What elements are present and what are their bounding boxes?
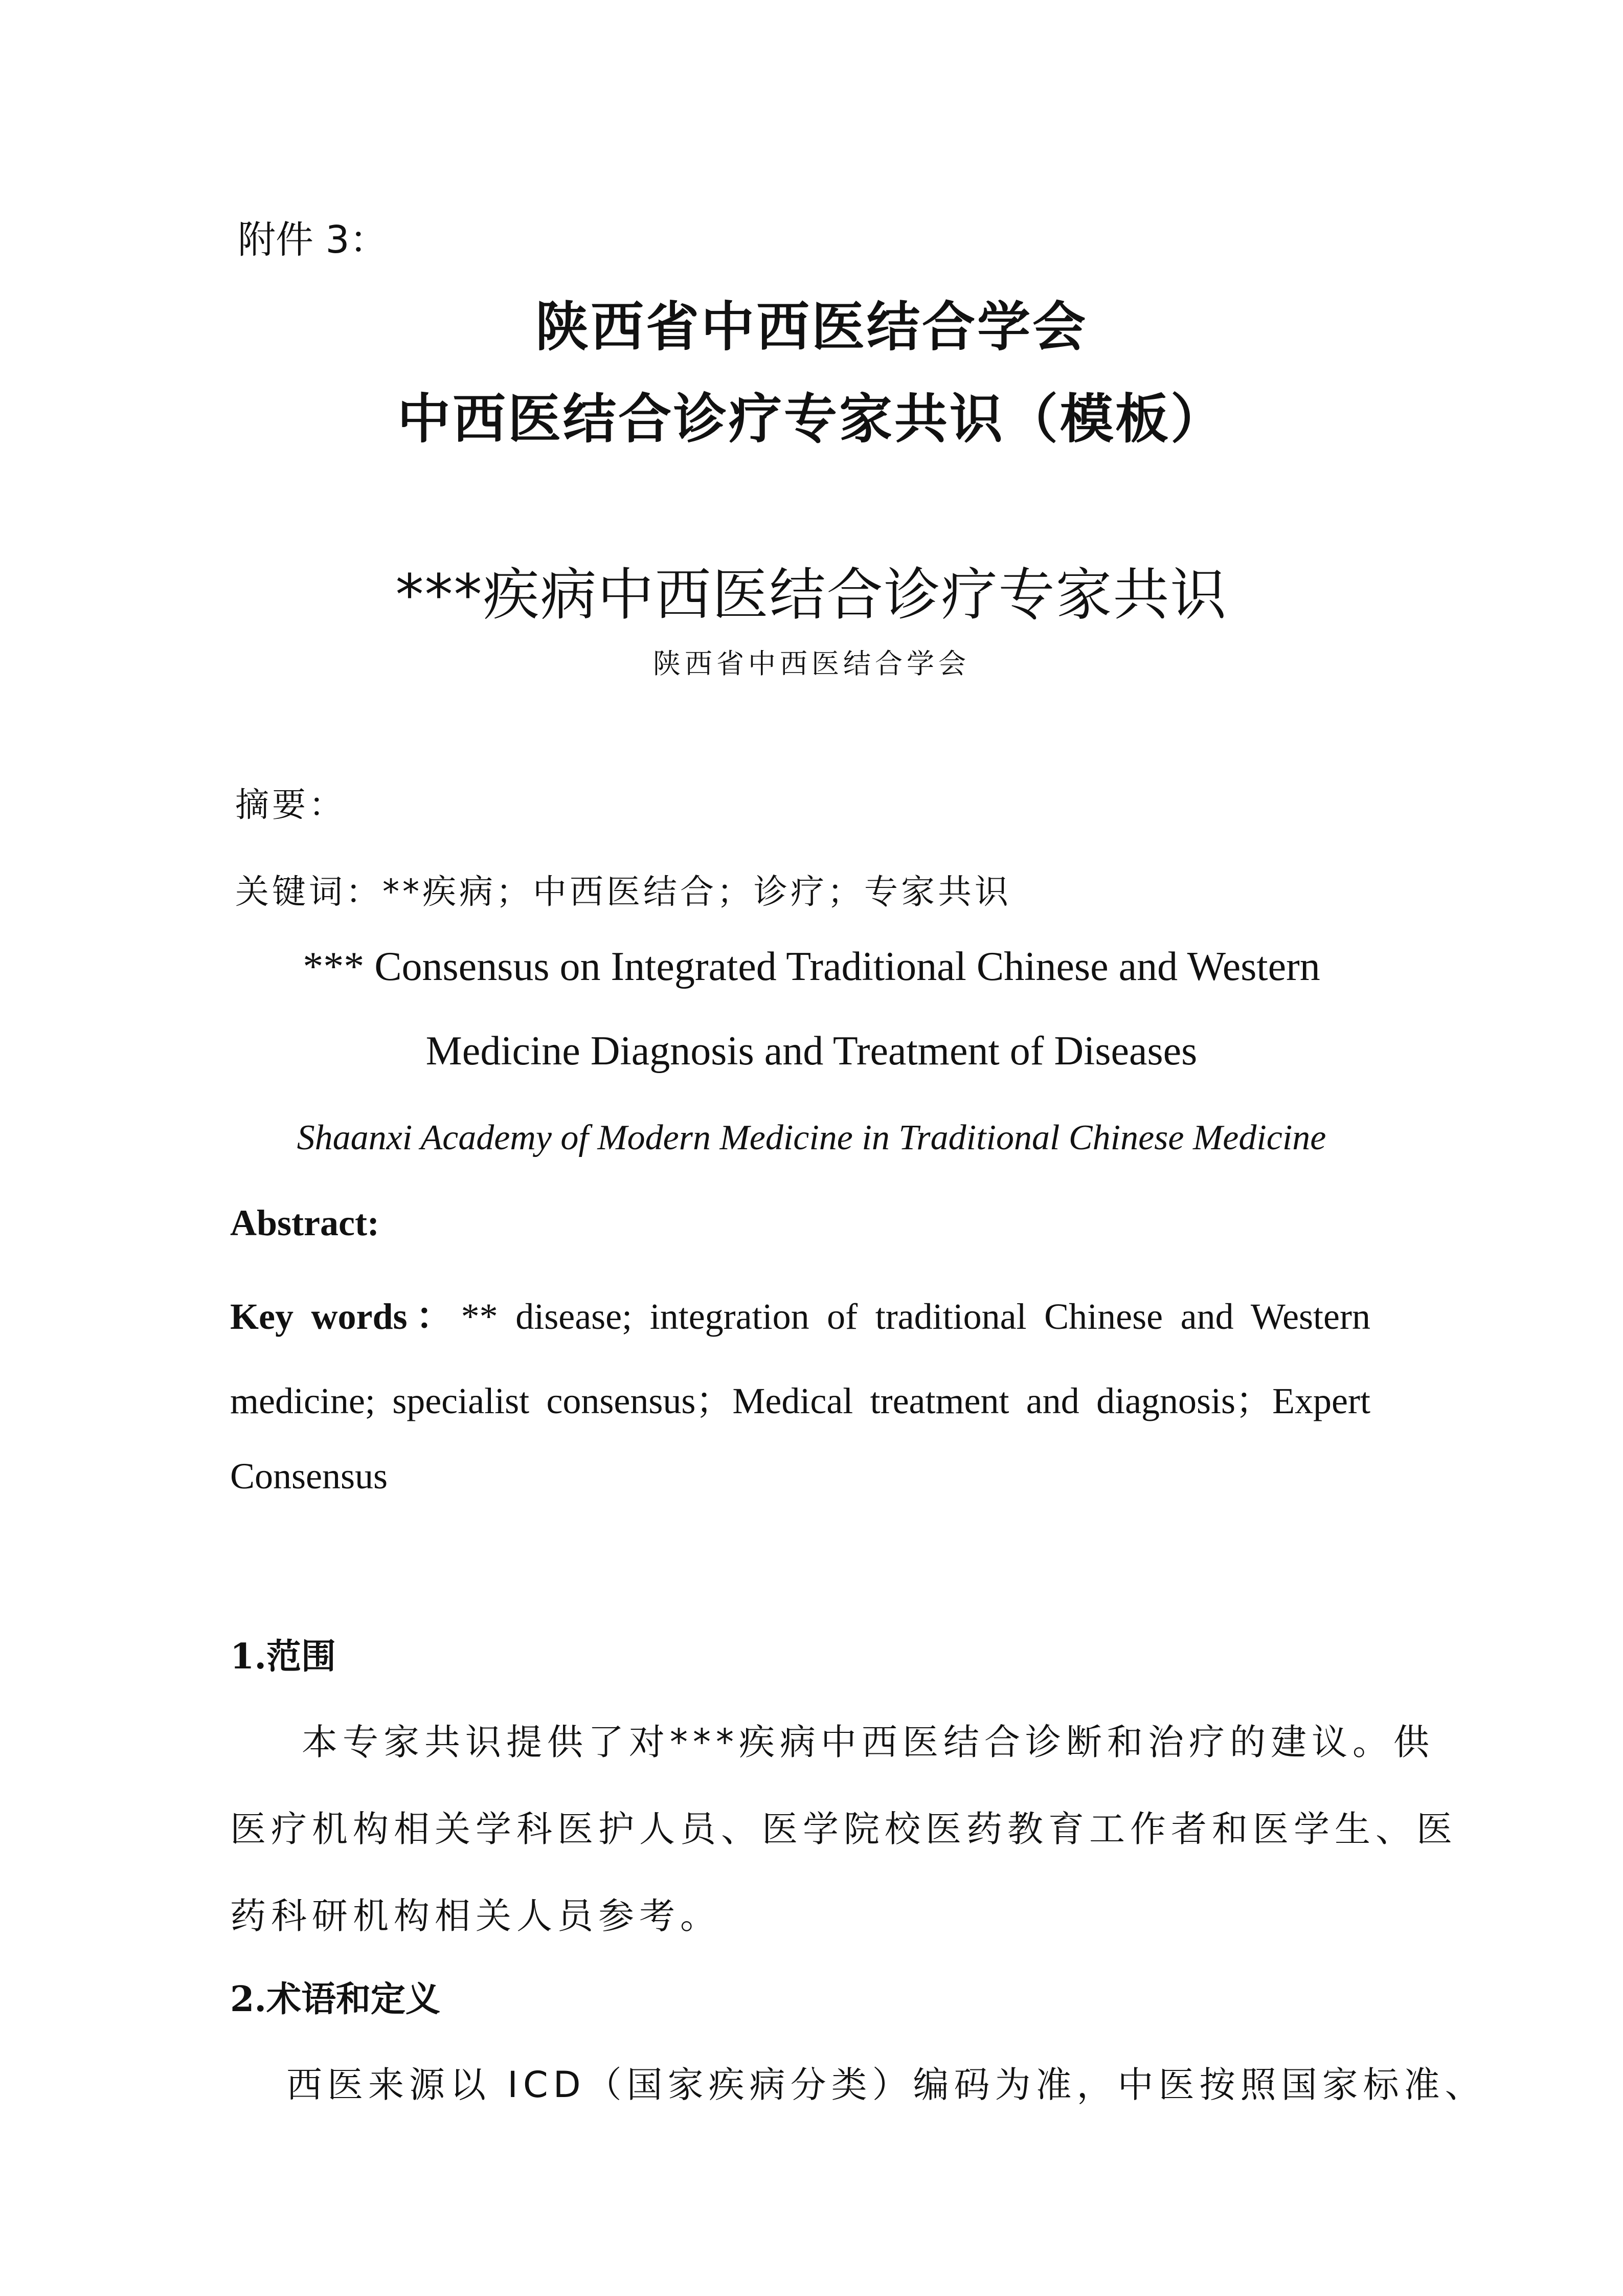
template-title: 中西医结合诊疗专家共识（模板）	[397, 387, 1226, 450]
society-title: 陕西省中西医结合学会	[535, 295, 1088, 358]
abstract-label-cn: 摘要：	[235, 785, 346, 824]
paragraph-line: 西医来源以 ICD（国家疾病分类）编码为准，中医按照国家标准、	[286, 2064, 1486, 2106]
english-organization: Shaanxi Academy of Modern Medicine in Traditional Chinese Medicine	[297, 1118, 1326, 1157]
keywords-en-text1: ** disease; integration of traditional Chinese and Western	[461, 1296, 1370, 1337]
abstract-label-en: Abstract:	[230, 1202, 379, 1243]
paragraph-line: 本专家共识提供了对***疾病中西医结合诊断和治疗的建议。供	[302, 1721, 1434, 1763]
keywords-en-line2: medicine; specialist consensus；Medical treatment and diagnosis；Expert	[230, 1380, 1370, 1421]
section-heading-scope: 1.范围	[230, 1636, 336, 1677]
attachment-label: 附件 3：	[238, 218, 388, 262]
paragraph-line: 药科研机构相关人员参考。	[230, 1895, 721, 1937]
paragraph-line: 医疗机构相关学科医护人员、医学院校医药教育工作者和医学生、医	[230, 1808, 1457, 1850]
keywords-cn: 关键词：**疾病；中西医结合；诊疗；专家共识	[235, 872, 1011, 911]
section-heading-terms: 2.术语和定义	[230, 1979, 440, 2020]
english-title-line1: *** Consensus on Integrated Traditional Chinese and Western	[303, 944, 1320, 989]
keywords-label-en: Key words：	[230, 1296, 461, 1337]
english-title-line2: Medicine Diagnosis and Treatment of Diseases	[425, 1029, 1198, 1074]
consensus-title: ***疾病中西医结合诊疗专家共识	[395, 562, 1228, 628]
keywords-en-line1	[230, 1286, 1370, 1340]
keywords-en-line3: Consensus	[230, 1456, 388, 1497]
author-organization: 陕西省中西医结合学会	[653, 648, 970, 680]
